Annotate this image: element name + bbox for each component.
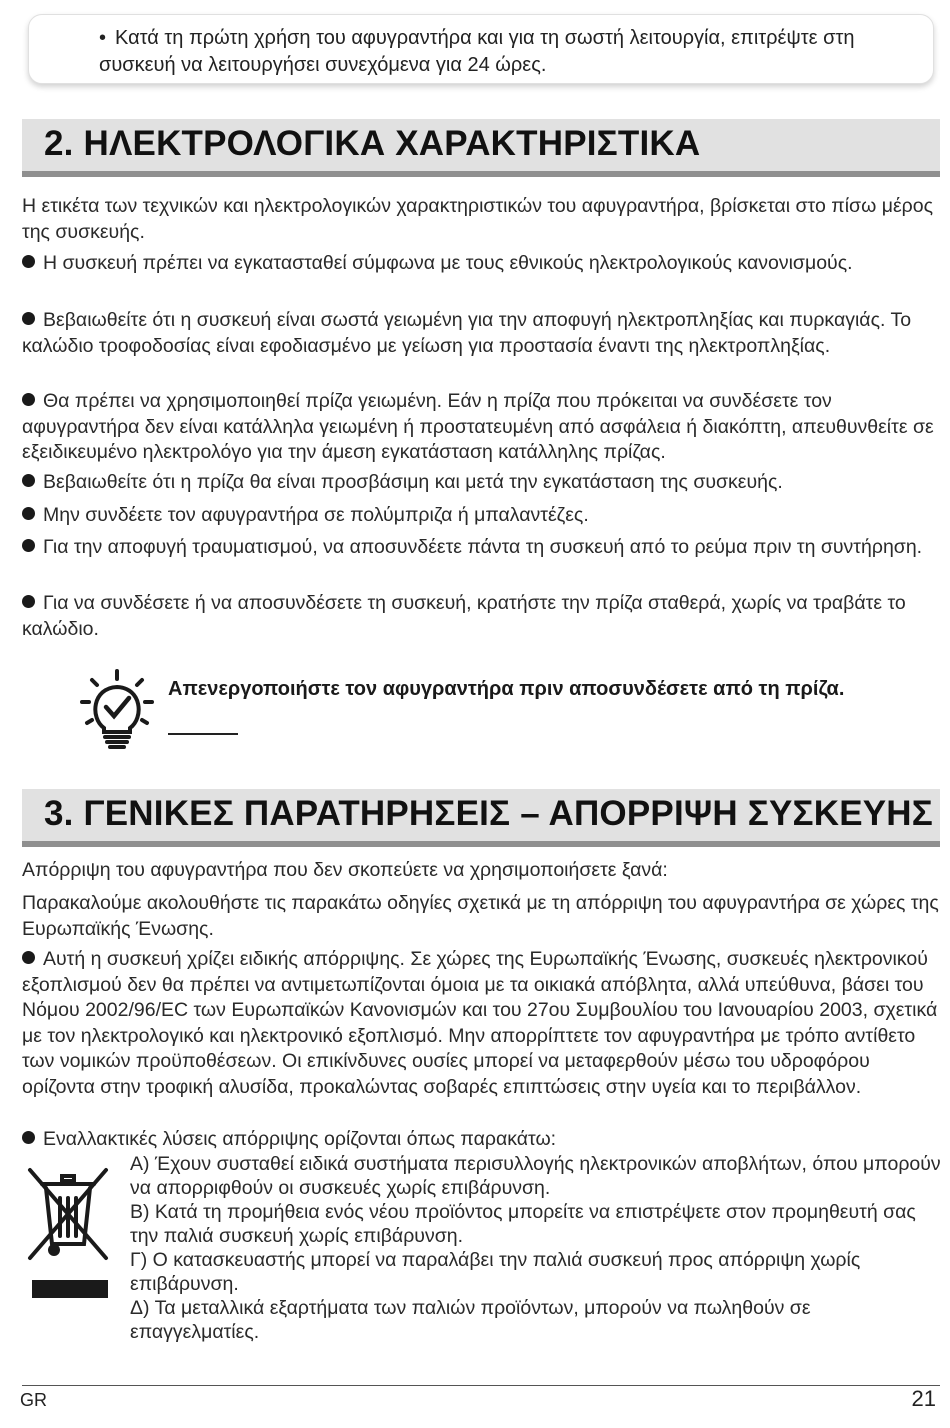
section-2-heading <box>22 119 940 177</box>
section-2-bullet-7 <box>22 591 944 642</box>
section-2-bullet-4 <box>22 470 944 496</box>
bullet-text: Για την αποφυγή τραυματισμού, να αποσυνδέετε πάντα τη συσκευή από το ρεύμα πριν τη συντήρηση. <box>43 536 923 558</box>
section-2-bullet-1 <box>22 251 944 277</box>
bullet-text: Βεβαιωθείτε ότι η συσκευή είναι σωστά γειωμένη για την αποφυγή ηλεκτροπληξίας και πυρκαγιάς. Το καλώδιο τροφοδοσίας είναι εφοδιασμένο με γείωση για προστασία έναντι της ηλεκτροπληξίας. <box>22 309 912 357</box>
disposal-options <box>130 1152 944 1344</box>
bullet-dot <box>22 595 35 608</box>
note-box <box>28 14 934 84</box>
footer-divider <box>22 1385 940 1386</box>
bullet-text: Η συσκευή πρέπει να εγκατασταθεί σύμφωνα με τους εθνικούς ηλεκτρολογικούς κανονισμούς. <box>43 252 853 274</box>
option-a: Α) Έχουν συσταθεί ειδικά συστήματα περισυλλογής ηλεκτρονικών αποβλήτων, όπου μπορούν να απορριφθούν οι συσκευές χωρίς επιβάρυνση. <box>130 1153 941 1199</box>
section-3-bullet-1 <box>22 947 944 1100</box>
page-number: 21 <box>911 1386 936 1411</box>
option-b: Β) Κατά τη προμήθεια ενός νέου προϊόντος μπορείτε να επιστρέψετε στον προμηθευτή σας την παλιά συσκευή χωρίς επιβάρυνση. <box>130 1201 916 1247</box>
note-bullet: • <box>99 27 107 49</box>
section-3-intro-1: Απόρριψη του αφυγραντήρα που δεν σκοπεύετε να χρησιμοποιήσετε ξανά: <box>22 859 668 881</box>
option-c: Γ) Ο κατασκευαστής μπορεί να παραλάβει την παλιά συσκευή προς απόρριψη χωρίς επιβάρυνση. <box>130 1249 861 1295</box>
footer-language: GR <box>20 1390 47 1410</box>
bullet-dot <box>22 312 35 325</box>
bullet-text: Αυτή η συσκευή χρίζει ειδικής απόρριψης. Σε χώρες της Ευρωπαϊκής Ένωσης, συσκευές ηλεκτρονικού εξοπλισμού δεν θα πρέπει να αντιμετωπίζονται όμοια με τα οικιακά απόβλητα, αλλά υπεύθυνα, βάσει του Νόμου 2002/96/EC των Ευρωπαϊκών Κανονισμών και του 27ου Συμβουλίου του Ιανουαρίου 2003, σχετικά με τον ηλεκτρολογικό και ηλεκτρονικό εξοπλισμό. Μην απορρίπτετε τον αφυγραντήρα με τρόπο αντίθετο των νομικών προϋποθέσεων. Οι επικίνδυνες ουσίες μπορεί να μεταφερθούν μέσω του υδροφόρου ορίζοντα στην τροφική αλυσίδα, προκαλώντας σοβαρές επιπτώσεις στην υγεία και το περιβάλλον. <box>22 948 938 1098</box>
section-2-bullet-5 <box>22 503 944 529</box>
tip-text: Απενεργοποιήστε τον αφυγραντήρα πριν αποσυνδέσετε από τη πρίζα. <box>168 678 845 700</box>
bullet-text: Θα πρέπει να χρησιμοποιηθεί πρίζα γειωμένη. Εάν η πρίζα που πρόκειται να συνδέσετε τον αφυγραντήρα δεν είναι κατάλληλα γειωμένη ή προστατευμένη από ασφάλεια ή διακόπτη, απευθυνθείτε σε εξειδικευμένο ηλεκτρολόγο για την άμεση εγκατάσταση κατάλληλης πρίζας. <box>22 390 934 463</box>
bullet-dot <box>22 507 35 520</box>
section-2-intro: Η ετικέτα των τεχνικών και ηλεκτρολογικών χαρακτηριστικών του αφυγραντήρα, βρίσκεται στο πίσω μέρος της συσκευής. <box>22 195 933 243</box>
section-3-title: 3. ΓΕΝΙΚΕΣ ΠΑΡΑΤΗΡΗΣΕΙΣ – ΑΠΟΡΡΙΨΗ ΣΥΣΚΕΥΗΣ <box>44 794 933 833</box>
bullet-dot <box>22 1131 35 1144</box>
bullet-dot <box>22 539 35 552</box>
section-2-title: 2. ΗΛΕΚΤΡΟΛΟΓΙΚΑ ΧΑΡΑΚΤΗΡΙΣΤΙΚΑ <box>44 124 701 163</box>
bullet-dot <box>22 393 35 406</box>
bullet-text: Βεβαιωθείτε ότι η πρίζα θα είναι προσβάσιμη και μετά την εγκατάσταση της συσκευής. <box>43 471 783 493</box>
section-2-bullet-6 <box>22 535 944 561</box>
bullet-dot <box>22 474 35 487</box>
section-3-intro-2: Παρακαλούμε ακολουθήστε τις παρακάτω οδηγίες σχετικά με τη απόρριψη του αφυγραντήρα σε χώρες της Ευρωπαϊκής Ένωσης. <box>22 892 939 940</box>
tip-underline <box>168 733 238 735</box>
bullet-text: Μην συνδέετε τον αφυγραντήρα σε πολύμπριζα ή μπαλαντέζες. <box>43 504 589 526</box>
section-3-heading <box>22 789 940 847</box>
section-2-bullet-2 <box>22 308 944 359</box>
bullet-text: Εναλλακτικές λύσεις απόρριψης ορίζονται όπως παρακάτω: <box>43 1128 557 1150</box>
note-text: Κατά τη πρώτη χρήση του αφυγραντήρα και για τη σωστή λειτουργία, επιτρέψτε στη συσκευή να λειτουργήσει συνεχόμενα για 24 ώρες. <box>99 27 855 76</box>
section-2-bullet-3 <box>22 389 944 466</box>
bullet-text: Για να συνδέσετε ή να αποσυνδέσετε τη συσκευή, κρατήστε την πρίζα σταθερά, χωρίς να τραβάτε το καλώδιο. <box>22 592 906 640</box>
section-3-bullet-2 <box>22 1127 944 1153</box>
crossed-bin-icon <box>26 1166 110 1302</box>
lightbulb-check-icon <box>78 668 156 752</box>
bullet-dot <box>22 255 35 268</box>
bullet-dot <box>22 951 35 964</box>
option-d: Δ) Τα μεταλλικά εξαρτήματα των παλιών προϊόντων, μπορούν να πωληθούν σε επαγγελματίες. <box>130 1297 811 1343</box>
